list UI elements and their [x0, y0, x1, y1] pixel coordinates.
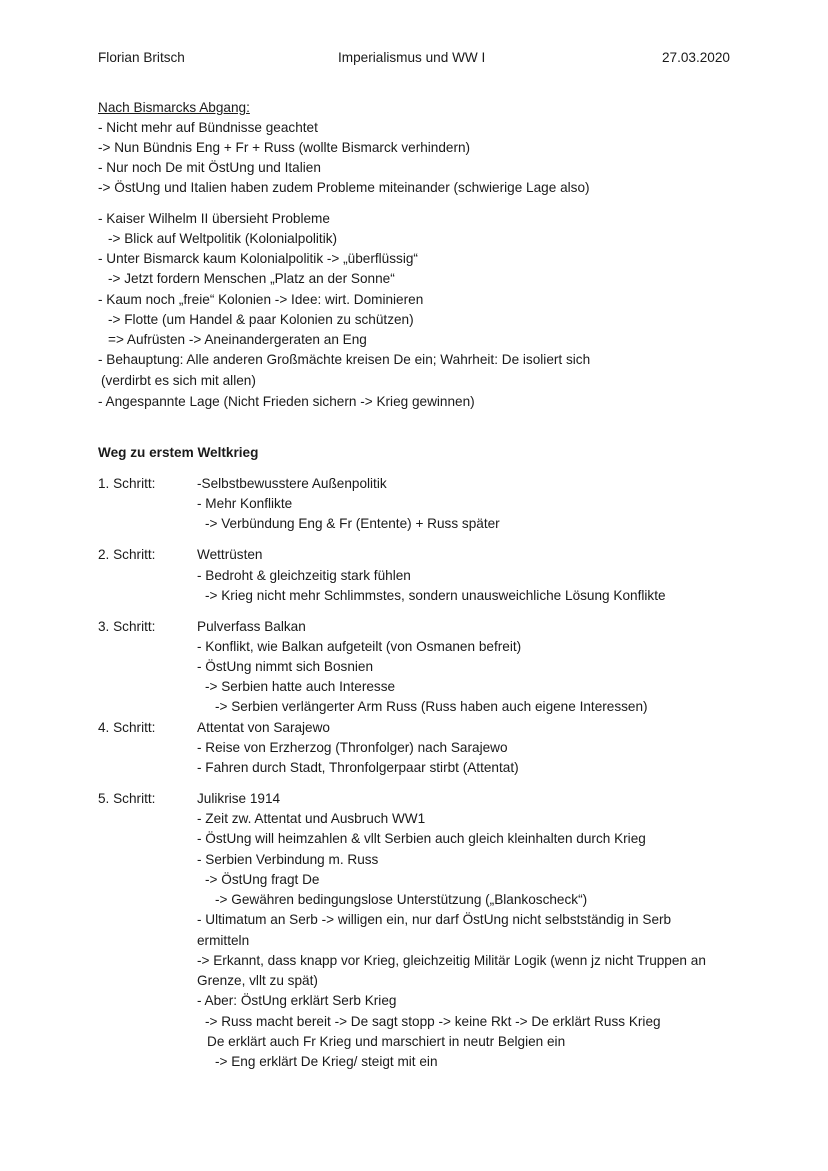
header-title: Imperialismus und WW I [338, 50, 486, 65]
step-line: -> Verbündung Eng & Fr (Entente) + Russ später [205, 516, 500, 531]
step-line: - Konflikt, wie Balkan aufgeteilt (von Osmanen befreit) [197, 639, 522, 654]
step-line: -> Erkannt, dass knapp vor Krieg, gleichzeitig Militär Logik (wenn jz nicht Truppen an [197, 953, 706, 968]
step-line: - Serbien Verbindung m. Russ [197, 852, 379, 867]
text-line: (verdirbt es sich mit allen) [101, 373, 256, 388]
text-line: - Angespannte Lage (Nicht Frieden sichern -> Krieg gewinnen) [98, 394, 475, 409]
step-line: Grenze, vllt zu spät) [197, 973, 318, 988]
step-line: Julikrise 1914 [197, 791, 281, 806]
step-line: - Mehr Konflikte [197, 496, 293, 511]
text-line: -> ÖstUng und Italien haben zudem Probleme miteinander (schwierige Lage also) [98, 180, 590, 195]
text-line: -> Jetzt fordern Menschen „Platz an der Sonne“ [108, 271, 395, 286]
step-line: - Ultimatum an Serb -> willigen ein, nur darf ÖstUng nicht selbstständig in Serb [197, 912, 672, 927]
step-line: -> Eng erklärt De Krieg/ steigt mit ein [215, 1054, 438, 1069]
step-line: - Zeit zw. Attentat und Ausbruch WW1 [197, 811, 426, 826]
text-line: - Kaum noch „freie“ Kolonien -> Idee: wirt. Dominieren [98, 292, 424, 307]
step-line: - ÖstUng nimmt sich Bosnien [197, 659, 374, 674]
text-line: -> Nun Bündnis Eng + Fr + Russ (wollte Bismarck verhindern) [98, 140, 471, 155]
section-heading-weltkrieg: Weg zu erstem Weltkrieg [98, 445, 259, 460]
step-line: -> Krieg nicht mehr Schlimmstes, sondern unausweichliche Lösung Konflikte [205, 588, 666, 603]
step-line: Pulverfass Balkan [197, 619, 306, 634]
step-line: -> Russ macht bereit -> De sagt stopp -> keine Rkt -> De erklärt Russ Krieg [205, 1014, 661, 1029]
text-line: - Nicht mehr auf Bündnisse geachtet [98, 120, 318, 135]
step-line: De erklärt auch Fr Krieg und marschiert in neutr Belgien ein [207, 1034, 566, 1049]
step-label: 1. Schritt: [98, 476, 156, 491]
step-line: -Selbstbewusstere Außenpolitik [197, 476, 387, 491]
step-line: - Reise von Erzherzog (Thronfolger) nach Sarajewo [197, 740, 508, 755]
step-line: - Bedroht & gleichzeitig stark fühlen [197, 568, 411, 583]
step-line: Wettrüsten [197, 547, 263, 562]
page-header [98, 50, 730, 70]
step-line: -> Serbien verlängerter Arm Russ (Russ haben auch eigene Interessen) [215, 699, 648, 714]
step-label: 2. Schritt: [98, 547, 156, 562]
step-label: 3. Schritt: [98, 619, 156, 634]
step-line: - Fahren durch Stadt, Thronfolgerpaar stirbt (Attentat) [197, 760, 519, 775]
text-line: - Kaiser Wilhelm II übersieht Probleme [98, 211, 330, 226]
text-line: -> Flotte (um Handel & paar Kolonien zu schützen) [108, 312, 414, 327]
header-author: Florian Britsch [98, 50, 185, 65]
step-label: 5. Schritt: [98, 791, 156, 806]
step-line: Attentat von Sarajewo [197, 720, 330, 735]
text-line: - Unter Bismarck kaum Kolonialpolitik -> „überflüssig“ [98, 251, 418, 266]
step-label: 4. Schritt: [98, 720, 156, 735]
step-line: -> ÖstUng fragt De [205, 872, 320, 887]
step-line: - Aber: ÖstUng erklärt Serb Krieg [197, 993, 397, 1008]
header-date: 27.03.2020 [661, 50, 730, 65]
text-line: => Aufrüsten -> Aneinandergeraten an Eng [108, 332, 367, 347]
step-line: -> Gewähren bedingungslose Unterstützung („Blankoscheck“) [215, 892, 588, 907]
section-heading-bismarck: Nach Bismarcks Abgang: [98, 100, 250, 115]
text-line: -> Blick auf Weltpolitik (Kolonialpolitik) [108, 231, 338, 246]
text-line: - Nur noch De mit ÖstUng und Italien [98, 160, 321, 175]
step-line: -> Serbien hatte auch Interesse [205, 679, 396, 694]
step-line: ermitteln [197, 933, 250, 948]
step-line: - ÖstUng will heimzahlen & vllt Serbien auch gleich kleinhalten durch Krieg [197, 831, 646, 846]
text-line: - Behauptung: Alle anderen Großmächte kreisen De ein; Wahrheit: De isoliert sich [98, 352, 591, 367]
